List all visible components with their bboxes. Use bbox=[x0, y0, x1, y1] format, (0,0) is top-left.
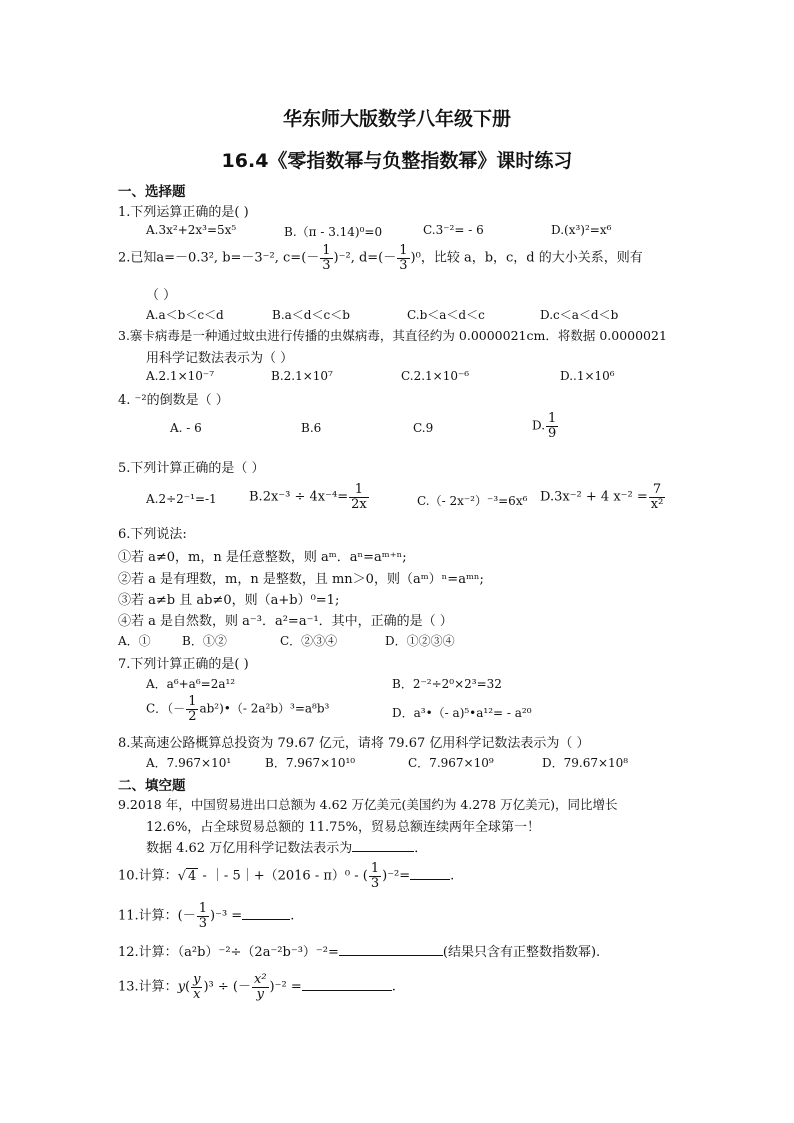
question-6-statement-2: ②若 a 是有理数，m，n 是整数，且 mn＞0，则（aᵐ）ⁿ=aᵐⁿ; bbox=[118, 572, 484, 587]
question-11: 11.计算：(－ $\frac{1}{3}$ )⁻³ = . bbox=[118, 901, 295, 931]
question-6-statement-1: ①若 a≠0，m，n 是任意整数，则 aᵐ．aⁿ=aᵐ⁺ⁿ; bbox=[118, 550, 407, 565]
fraction: $\frac{7}{\text{x²}}$ bbox=[650, 482, 664, 512]
question-1-option-c: C.3⁻²= - 6 bbox=[423, 223, 484, 237]
question-9-line-3: 数据 4.62 万亿用科学记数法表示为 ． bbox=[146, 841, 428, 856]
fraction: $\frac{1}{3}$ bbox=[322, 243, 331, 273]
fraction: $\frac{1}{2}$ bbox=[188, 694, 197, 724]
sqrt-symbol: √ 4 bbox=[177, 868, 197, 884]
question-3-option-a: A.2.1×10⁻⁷ bbox=[146, 369, 215, 383]
question-6-option-c: C．②③④ bbox=[280, 634, 338, 648]
document-title: 华东师大版数学八年级下册 bbox=[282, 108, 511, 130]
question-4-option-a: A. - 6 bbox=[170, 421, 202, 435]
question-1-option-b: B.（π - 3.14)⁰=0 bbox=[284, 225, 383, 239]
question-13: 13.计算：y( $\frac{y}{x}$ )³ ÷ (－ $\frac{\text{x²}}{y}$ )⁻² = . bbox=[118, 972, 396, 1002]
section-heading-fill: 二、填空题 bbox=[118, 778, 186, 794]
question-8-option-a: A．7.967×10¹ bbox=[146, 756, 232, 770]
question-2-answer-paren: （ ） bbox=[146, 288, 177, 303]
question-2-option-c: C.b＜a＜d＜c bbox=[407, 308, 485, 322]
question-6-option-a: A．① bbox=[118, 634, 151, 648]
question-4-option-c: C.9 bbox=[413, 421, 434, 435]
answer-blank[interactable] bbox=[302, 978, 392, 991]
question-5-option-a: A.2÷2⁻¹=-1 bbox=[146, 492, 217, 506]
question-6-option-d: D．①②③④ bbox=[385, 634, 455, 648]
fraction: $\frac{\text{x²}}{y}$ bbox=[254, 972, 267, 1002]
question-4-stem: 4. ⁻²的倒数是（ ） bbox=[118, 393, 229, 408]
question-6-statement-3: ③若 a≠b 且 ab≠0，则（a+b）⁰=1; bbox=[118, 593, 340, 608]
fraction: $\frac{1}{2x}$ bbox=[351, 482, 367, 512]
fraction: $\frac{1}{3}$ bbox=[198, 901, 208, 931]
question-6-option-b: B．①② bbox=[182, 634, 227, 648]
question-3-stem-2: 用科学记数法表示为（ ） bbox=[146, 351, 294, 366]
question-8-option-b: B．7.967×10¹⁰ bbox=[265, 756, 356, 770]
question-1-stem: 1.下列运算正确的是( ) bbox=[118, 205, 249, 220]
question-8-stem: 8.某高速公路概算总投资为 79.67 亿元，请将 79.67 亿用科学记数法表示为（ ） bbox=[118, 736, 590, 751]
question-6-statement-4: ④若 a 是自然数，则 a⁻³．a²=a⁻¹．其中，正确的是（ ） bbox=[118, 614, 453, 629]
question-12: 12.计算：（a²b）⁻²÷（2a⁻²b⁻³）⁻²= (结果只含有正整数指数幂). bbox=[118, 945, 601, 960]
question-5-option-b: B.2x⁻³ ÷ 4x⁻⁴= $\frac{1}{2x}$ bbox=[249, 482, 367, 512]
question-7-option-c: C．（－ $\frac{1}{2}$ ab²)•（- 2a²b）³=a⁸b³ bbox=[146, 694, 330, 724]
question-5-stem: 5.下列计算正确的是（ ） bbox=[118, 461, 265, 476]
section-heading-choice: 一、选择题 bbox=[118, 184, 186, 200]
answer-blank[interactable] bbox=[339, 943, 443, 956]
question-7-stem: 7.下列计算正确的是( ) bbox=[118, 657, 249, 672]
question-2-option-b: B.a＜d＜c＜b bbox=[272, 308, 350, 322]
question-2-stem: 2.已知a=－0.3², b=－3⁻², c=(－ $\frac{1}{3}$ )⁻², d=(－ $\frac{1}{3}$ )⁰，比较 a，b，c，d 的大小关系，则有 bbox=[118, 243, 643, 273]
question-1-option-a: A.3x²+2x³=5x⁵ bbox=[146, 223, 237, 237]
question-8-option-d: D．79.67×10⁸ bbox=[542, 756, 629, 770]
question-3-option-d: D..1×10⁶ bbox=[560, 369, 615, 383]
question-7-option-b: B．2⁻²÷2⁰×2³=32 bbox=[392, 677, 502, 691]
question-6-stem: 6.下列说法: bbox=[118, 527, 187, 542]
answer-blank[interactable] bbox=[410, 867, 450, 880]
question-1-option-d: D.(x³)²=x⁶ bbox=[551, 223, 612, 237]
fraction: $\frac{1}{9}$ bbox=[548, 411, 557, 441]
question-8-option-c: C．7.967×10⁹ bbox=[408, 756, 494, 770]
question-9-line-1: 9.2018 年，中国贸易进出口总额为 4.62 万亿美元(美国约为 4.278 万亿美元)，同比增长 bbox=[118, 797, 618, 812]
question-9-line-2: 12.6%，占全球贸易总额的 11.75%，贸易总额连续两年全球第一！ bbox=[146, 820, 540, 835]
question-10: 10.计算：√ 4 - ｜- 5｜+（2016 - π）⁰ - ( $\frac{1}{3}$ )⁻²= . bbox=[118, 861, 455, 891]
question-7-option-a: A．a⁶+a⁶=2a¹² bbox=[146, 677, 236, 691]
fraction: $\frac{y}{x}$ bbox=[193, 972, 201, 1002]
answer-blank[interactable] bbox=[242, 907, 290, 920]
question-2-option-a: A.a＜b＜c＜d bbox=[146, 308, 224, 322]
question-5-option-d: D.3x⁻² + 4 x⁻² = $\frac{7}{\text{x²}}$ bbox=[540, 482, 664, 512]
question-3-option-b: B.2.1×10⁷ bbox=[271, 369, 333, 383]
question-4-option-b: B.6 bbox=[301, 421, 322, 435]
answer-blank[interactable] bbox=[352, 839, 414, 852]
question-7-option-d: D．a³•（- a)⁵•a¹²= - a²⁰ bbox=[392, 706, 532, 720]
question-2-option-d: D.c＜a＜d＜b bbox=[540, 308, 619, 322]
fraction: $\frac{1}{3}$ bbox=[399, 243, 408, 273]
question-4-option-d: D. $\frac{1}{9}$ bbox=[532, 411, 557, 441]
question-3-stem: 3.寨卡病毒是一种通过蚊虫进行传播的虫媒病毒，其直径约为 0.0000021cm．将数据 0.0000021 bbox=[118, 328, 667, 343]
question-3-option-c: C.2.1×10⁻⁶ bbox=[401, 369, 470, 383]
question-5-option-c: C.（- 2x⁻²）⁻³=6x⁶ bbox=[417, 494, 528, 508]
document-subtitle: 16.4《零指数幂与负整指数幂》课时练习 bbox=[221, 150, 573, 172]
fraction: $\frac{1}{3}$ bbox=[370, 861, 380, 891]
